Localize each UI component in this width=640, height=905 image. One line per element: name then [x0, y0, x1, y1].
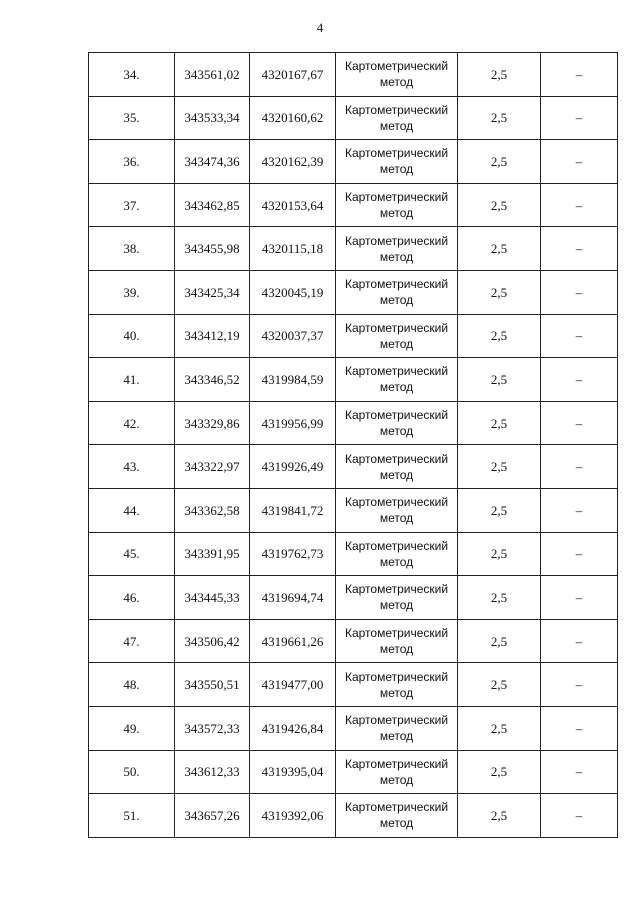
y-coordinate-cell: 4319477,00: [250, 663, 336, 707]
note-cell: –: [541, 576, 618, 620]
method-line: метод: [379, 729, 414, 744]
method-cell: [336, 358, 458, 402]
table-row: [89, 358, 618, 402]
accuracy-cell: 2,5: [458, 270, 541, 314]
point-number-cell: 34.: [89, 53, 175, 97]
method-cell: [336, 140, 458, 184]
point-number-cell: 49.: [89, 706, 175, 750]
point-number-cell: 35.: [89, 96, 175, 140]
point-number-cell: 48.: [89, 663, 175, 707]
accuracy-cell: 2,5: [458, 140, 541, 184]
accuracy-cell: 2,5: [458, 183, 541, 227]
method-cell: [336, 488, 458, 532]
method-line: метод: [379, 816, 414, 831]
method-cell: [336, 96, 458, 140]
page-number: 4: [316, 20, 324, 35]
point-number-cell: 46.: [89, 576, 175, 620]
point-number-cell: 39.: [89, 270, 175, 314]
table-row: [89, 401, 618, 445]
method-line: метод: [379, 424, 414, 439]
method-cell: [336, 53, 458, 97]
y-coordinate-cell: 4320115,18: [250, 227, 336, 271]
method-line: Картометрический: [344, 233, 449, 248]
note-cell: –: [541, 445, 618, 489]
point-number-cell: 36.: [89, 140, 175, 184]
method-cell: [336, 706, 458, 750]
method-cell: [336, 270, 458, 314]
y-coordinate-cell: 4320160,62: [250, 96, 336, 140]
accuracy-cell: 2,5: [458, 314, 541, 358]
accuracy-cell: 2,5: [458, 488, 541, 532]
method-cell: [336, 532, 458, 576]
point-number-cell: 44.: [89, 488, 175, 532]
method-cell: [336, 663, 458, 707]
method-line: метод: [379, 467, 414, 482]
x-coordinate-cell: 343572,33: [175, 706, 250, 750]
method-line: Картометрический: [344, 277, 449, 292]
note-cell: –: [541, 140, 618, 184]
method-line: метод: [379, 206, 414, 221]
method-line: Картометрический: [344, 800, 449, 815]
note-cell: –: [541, 488, 618, 532]
note-cell: –: [541, 794, 618, 838]
point-number-cell: 45.: [89, 532, 175, 576]
point-number-cell: 40.: [89, 314, 175, 358]
method-line: Картометрический: [344, 495, 449, 510]
note-cell: –: [541, 227, 618, 271]
method-cell: [336, 445, 458, 489]
y-coordinate-cell: 4320167,67: [250, 53, 336, 97]
table-row: [89, 794, 618, 838]
y-coordinate-cell: 4319956,99: [250, 401, 336, 445]
note-cell: –: [541, 663, 618, 707]
method-line: Картометрический: [344, 364, 449, 379]
accuracy-cell: 2,5: [458, 96, 541, 140]
accuracy-cell: 2,5: [458, 53, 541, 97]
x-coordinate-cell: 343533,34: [175, 96, 250, 140]
method-line: метод: [379, 554, 414, 569]
table-row: [89, 96, 618, 140]
method-line: Картометрический: [344, 756, 449, 771]
x-coordinate-cell: 343657,26: [175, 794, 250, 838]
point-number-cell: 42.: [89, 401, 175, 445]
coordinates-table-body: [89, 53, 618, 838]
table-row: [89, 183, 618, 227]
x-coordinate-cell: 343561,02: [175, 53, 250, 97]
method-line: метод: [379, 249, 414, 264]
method-line: метод: [379, 511, 414, 526]
table-row: [89, 270, 618, 314]
note-cell: –: [541, 53, 618, 97]
method-cell: [336, 401, 458, 445]
y-coordinate-cell: 4319694,74: [250, 576, 336, 620]
accuracy-cell: 2,5: [458, 619, 541, 663]
x-coordinate-cell: 343455,98: [175, 227, 250, 271]
y-coordinate-cell: 4319392,06: [250, 794, 336, 838]
method-line: метод: [379, 598, 414, 613]
method-cell: [336, 619, 458, 663]
coordinates-table: [88, 52, 618, 838]
note-cell: –: [541, 532, 618, 576]
table-row: [89, 619, 618, 663]
y-coordinate-cell: 4319426,84: [250, 706, 336, 750]
table-row: [89, 53, 618, 97]
x-coordinate-cell: 343322,97: [175, 445, 250, 489]
method-cell: [336, 576, 458, 620]
method-line: Картометрический: [344, 451, 449, 466]
note-cell: –: [541, 270, 618, 314]
method-line: метод: [379, 162, 414, 177]
x-coordinate-cell: 343346,52: [175, 358, 250, 402]
method-line: метод: [379, 642, 414, 657]
x-coordinate-cell: 343329,86: [175, 401, 250, 445]
accuracy-cell: 2,5: [458, 401, 541, 445]
y-coordinate-cell: 4320037,37: [250, 314, 336, 358]
table-row: [89, 227, 618, 271]
method-line: метод: [379, 380, 414, 395]
method-line: метод: [379, 118, 414, 133]
accuracy-cell: 2,5: [458, 663, 541, 707]
note-cell: –: [541, 358, 618, 402]
accuracy-cell: 2,5: [458, 706, 541, 750]
method-line: Картометрический: [344, 320, 449, 335]
y-coordinate-cell: 4319926,49: [250, 445, 336, 489]
method-line: метод: [379, 75, 414, 90]
y-coordinate-cell: 4319661,26: [250, 619, 336, 663]
method-line: Картометрический: [344, 190, 449, 205]
x-coordinate-cell: 343506,42: [175, 619, 250, 663]
x-coordinate-cell: 343462,85: [175, 183, 250, 227]
method-line: Картометрический: [344, 146, 449, 161]
table-row: [89, 663, 618, 707]
point-number-cell: 37.: [89, 183, 175, 227]
x-coordinate-cell: 343550,51: [175, 663, 250, 707]
y-coordinate-cell: 4320153,64: [250, 183, 336, 227]
table-row: [89, 750, 618, 794]
note-cell: –: [541, 706, 618, 750]
y-coordinate-cell: 4319841,72: [250, 488, 336, 532]
point-number-cell: 43.: [89, 445, 175, 489]
accuracy-cell: 2,5: [458, 794, 541, 838]
method-line: метод: [379, 293, 414, 308]
y-coordinate-cell: 4319984,59: [250, 358, 336, 402]
accuracy-cell: 2,5: [458, 750, 541, 794]
note-cell: –: [541, 183, 618, 227]
table-row: [89, 532, 618, 576]
table-row: [89, 445, 618, 489]
point-number-cell: 51.: [89, 794, 175, 838]
method-cell: [336, 183, 458, 227]
method-cell: [336, 794, 458, 838]
point-number-cell: 47.: [89, 619, 175, 663]
method-line: Картометрический: [344, 102, 449, 117]
method-cell: [336, 227, 458, 271]
y-coordinate-cell: 4319762,73: [250, 532, 336, 576]
accuracy-cell: 2,5: [458, 576, 541, 620]
method-cell: [336, 314, 458, 358]
x-coordinate-cell: 343391,95: [175, 532, 250, 576]
method-line: Картометрический: [344, 582, 449, 597]
x-coordinate-cell: 343474,36: [175, 140, 250, 184]
method-line: метод: [379, 772, 414, 787]
method-line: Картометрический: [344, 626, 449, 641]
point-number-cell: 41.: [89, 358, 175, 402]
point-number-cell: 50.: [89, 750, 175, 794]
point-number-cell: 38.: [89, 227, 175, 271]
accuracy-cell: 2,5: [458, 227, 541, 271]
x-coordinate-cell: 343362,58: [175, 488, 250, 532]
note-cell: –: [541, 750, 618, 794]
y-coordinate-cell: 4320045,19: [250, 270, 336, 314]
x-coordinate-cell: 343445,33: [175, 576, 250, 620]
method-line: Картометрический: [344, 59, 449, 74]
table-row: [89, 576, 618, 620]
accuracy-cell: 2,5: [458, 358, 541, 402]
table-row: [89, 706, 618, 750]
accuracy-cell: 2,5: [458, 445, 541, 489]
table-row: [89, 140, 618, 184]
note-cell: –: [541, 619, 618, 663]
accuracy-cell: 2,5: [458, 532, 541, 576]
table-row: [89, 488, 618, 532]
method-line: метод: [379, 685, 414, 700]
x-coordinate-cell: 343612,33: [175, 750, 250, 794]
y-coordinate-cell: 4319395,04: [250, 750, 336, 794]
note-cell: –: [541, 96, 618, 140]
table-row: [89, 314, 618, 358]
y-coordinate-cell: 4320162,39: [250, 140, 336, 184]
method-line: Картометрический: [344, 713, 449, 728]
x-coordinate-cell: 343412,19: [175, 314, 250, 358]
method-cell: [336, 750, 458, 794]
method-line: метод: [379, 336, 414, 351]
x-coordinate-cell: 343425,34: [175, 270, 250, 314]
method-line: Картометрический: [344, 538, 449, 553]
note-cell: –: [541, 401, 618, 445]
method-line: Картометрический: [344, 669, 449, 684]
note-cell: –: [541, 314, 618, 358]
method-line: Картометрический: [344, 408, 449, 423]
